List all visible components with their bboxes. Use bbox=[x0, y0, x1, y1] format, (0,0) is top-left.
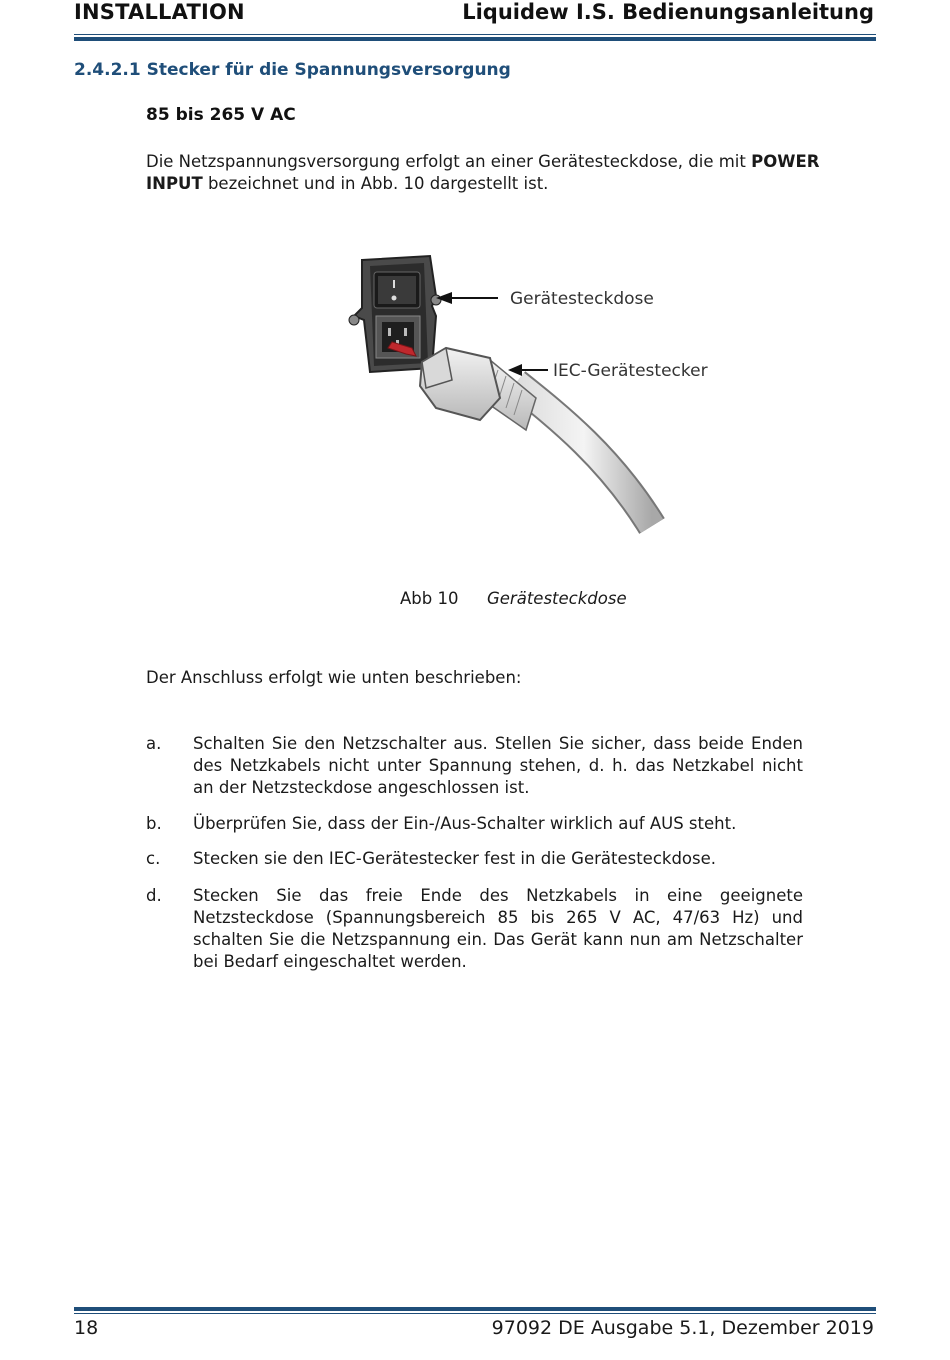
power-socket-illustration bbox=[340, 248, 708, 538]
document-info: 97092 DE Ausgabe 5.1, Dezember 2019 bbox=[491, 1317, 874, 1339]
step-b-text: Überprüfen Sie, dass der Ein-/Aus-Schalter wirklich auf AUS steht. bbox=[193, 814, 737, 833]
header-rule-thin bbox=[74, 34, 876, 35]
header-rule-thick bbox=[74, 37, 876, 41]
step-a-label: a. bbox=[146, 734, 162, 753]
plug-label: IEC-Gerätestecker bbox=[553, 361, 708, 381]
cable bbox=[516, 383, 652, 526]
intro-paragraph bbox=[146, 151, 876, 195]
intro-text-2: bezeichnet und in Abb. 10 dargestellt ist. bbox=[202, 174, 549, 193]
step-a-text: Schalten Sie den Netzschalter aus. Stellen Sie sicher, dass beide Enden des Netzkabels nicht unter Spannung stehen, d. h. das Netzkabel nicht an der Netzsteckdose angeschlossen ist. bbox=[193, 734, 803, 797]
power-switch bbox=[374, 272, 420, 308]
page-number: 18 bbox=[74, 1317, 99, 1339]
figure-caption-text: Gerätesteckdose bbox=[487, 589, 627, 608]
socket-label: Gerätesteckdose bbox=[510, 289, 654, 309]
header-document-title: Liquidew I.S. Bedienungsanleitung bbox=[462, 0, 874, 24]
figure-caption-number: Abb 10 bbox=[400, 589, 459, 608]
step-b-label: b. bbox=[146, 814, 162, 833]
section-title: 2.4.2.1 Stecker für die Spannungsversorgung bbox=[74, 60, 511, 80]
intro-text-1: Die Netzspannungsversorgung erfolgt an einer Gerätesteckdose, die mit bbox=[146, 152, 752, 171]
footer-rule-thick bbox=[74, 1307, 876, 1311]
header-section-label: INSTALLATION bbox=[74, 0, 245, 24]
step-c-label: c. bbox=[146, 849, 161, 868]
step-c-text: Stecken sie den IEC-Gerätestecker fest in die Gerätesteckdose. bbox=[193, 849, 717, 868]
power-input-term: POWER INPUT bbox=[146, 152, 820, 193]
iec-plug bbox=[420, 348, 500, 420]
step-d-text: Stecken Sie das freie Ende des Netzkabels in eine geeignete Netzsteckdose (Spannungsbereich 85 bis 265 V AC, 47/63 Hz) und schalten Sie die Netzspannung ein. Das Gerät kann nun am Netzschalter bei Bedarf eingeschaltet werden. bbox=[193, 886, 803, 971]
steps-intro: Der Anschluss erfolgt wie unten beschrieben: bbox=[146, 668, 522, 687]
voltage-subheading: 85 bis 265 V AC bbox=[146, 105, 296, 125]
footer-rule-thin bbox=[74, 1313, 876, 1314]
step-d-label: d. bbox=[146, 886, 162, 905]
socket-label-arrow bbox=[436, 292, 498, 304]
power-socket-figure bbox=[340, 248, 708, 538]
